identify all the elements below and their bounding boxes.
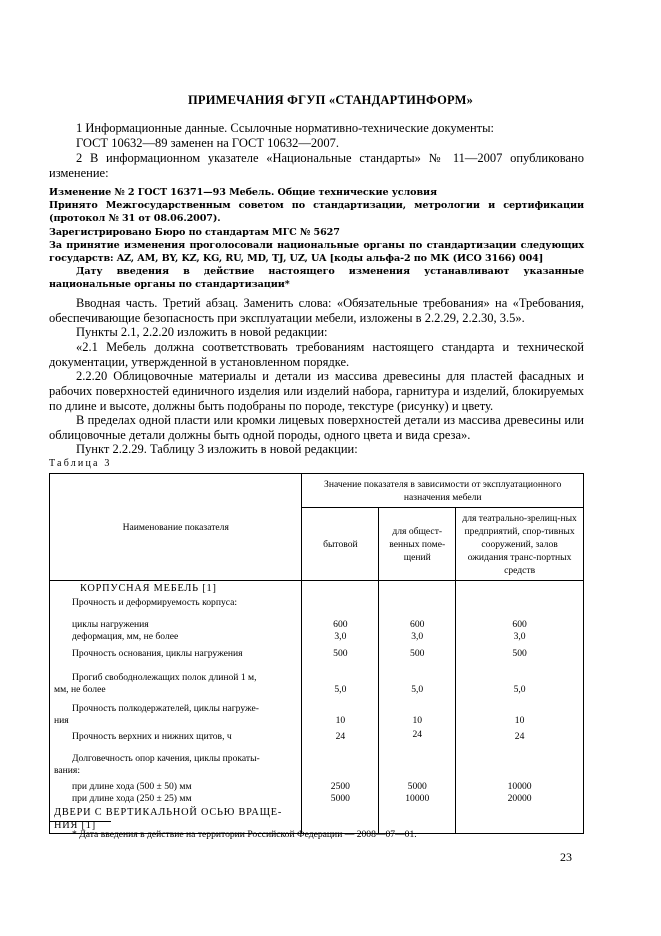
table-3 — [49, 473, 584, 834]
row-strength-deformability: Прочность и деформируемость корпуса: — [50, 597, 302, 619]
clause-2-1: «2.1 Мебель должна соответствовать требованиям настоящего стандарта и технической документации, утвержденной в установленном порядке. — [49, 340, 584, 369]
section-doors-vertical-axis: ДВЕРИ С ВЕРТИКАЛЬНОЙ ОСЬЮ ВРАЩЕ-НИЯ [1] — [50, 806, 302, 834]
note-2: 2 В информационном указателе «Национальные стандарты» № 11—2007 опубликовано изменение: — [49, 151, 584, 180]
cell-value: 600 — [410, 618, 425, 630]
cell-value: 3,0 — [513, 630, 526, 642]
page-number: 23 — [560, 850, 572, 864]
clause-2-2-20-cont: В пределах одной пласти или кромки лицевых поверхностей детали из массива древесины или облицовочные детали должны быть одной породы, одного цвета и вида среза». — [49, 413, 584, 442]
cell-value: 5,0 — [302, 664, 379, 697]
clauses-paragraph: Пункты 2.1, 2.2.20 изложить в новой редакции: — [76, 325, 328, 339]
clause-2-2-29: Пункт 2.2.29. Таблицу 3 изложить в новой редакции: — [76, 442, 358, 456]
amendment-date: Дату введения в действие настоящего изменения устанавливают указанные национальные органы по стандартизации* — [49, 266, 584, 290]
amendment-title: Изменение № 2 ГОСТ 16371—93 Мебель. Общие технические условия — [49, 187, 438, 198]
cell-value: 5000 — [330, 792, 350, 804]
note-1-detail: ГОСТ 10632—89 заменен на ГОСТ 10632—2007. — [76, 136, 339, 150]
row-stroke-250: при длине хода (250 ± 25) мм — [72, 792, 192, 804]
cell-value: 10 — [302, 697, 379, 728]
header-indicator-name: Наименование показателя — [50, 474, 302, 581]
section-cabinet-furniture: КОРПУСНАЯ МЕБЕЛЬ [1] — [50, 581, 302, 597]
row-deformation: деформация, мм, не более — [72, 630, 179, 642]
cell-value: 600 — [512, 618, 527, 630]
row-shelf-deflection-cont: мм, не более — [54, 683, 106, 695]
note-1: 1 Информационные данные. Ссылочные нормативно-технические документы: — [76, 121, 494, 135]
row-rolling-supports: Долговечность опор качения, циклы прокаты- — [72, 752, 260, 764]
row-loading-cycles: циклы нагружения — [72, 618, 149, 630]
row-shelf-deflection: Прогиб свободнолежащих полок длиной 1 м, — [72, 671, 257, 683]
header-public-premises: для общест-венных поме-щений — [379, 508, 456, 581]
cell-value: 10 — [456, 697, 584, 728]
cell-value: 500 — [302, 645, 379, 664]
cell-value: 24 — [302, 728, 379, 747]
cell-value: 10000 — [405, 792, 430, 804]
cell-value: 24 — [379, 728, 456, 747]
cell-value: 10 — [379, 697, 456, 728]
row-stroke-500: при длине хода (500 ± 50) мм — [72, 780, 192, 792]
cell-value: 5,0 — [456, 664, 584, 697]
table-caption: Таблица 3 — [49, 458, 112, 469]
cell-value: 3,0 — [334, 630, 347, 642]
amendment-adopted: Принято Межгосударственным советом по стандартизации, метрологии и сертификации (протокол № 31 от 08.06.2007). — [49, 200, 584, 224]
amendment-voted: За принятие изменения проголосовали национальные органы по стандартизации следующих государств: AZ, AM, BY, KZ, KG, RU, MD, TJ, UZ, UA [коды альфа-2 по МК (ИСО 3166) 004] — [49, 240, 584, 264]
row-top-bottom-panels: Прочность верхних и нижних щитов, ч — [50, 728, 302, 747]
cell-value: 500 — [456, 645, 584, 664]
cell-value: 600 — [333, 618, 348, 630]
header-value-group: Значение показателя в зависимости от эксплуатационного назначения мебели — [302, 474, 584, 508]
cell-value: 3,0 — [411, 630, 424, 642]
cell-value: 20000 — [507, 792, 532, 804]
row-rolling-supports-cont: вания: — [54, 764, 81, 776]
row-shelf-supports: Прочность полкодержателей, циклы нагруже- — [72, 702, 259, 714]
page-heading: ПРИМЕЧАНИЯ ФГУП «СТАНДАРТИНФОРМ» — [187, 93, 474, 107]
cell-value: 24 — [456, 728, 584, 747]
cell-value: 5000 — [407, 780, 427, 792]
intro-paragraph: Вводная часть. Третий абзац. Заменить слова: «Обязательные требования» на «Требования, обеспечивающие безопасность при эксплуатации мебели, изложены в 2.2.29, 2.2.30, 3.5». — [49, 296, 584, 325]
row-shelf-supports-cont: ния — [54, 714, 69, 726]
footnote: * Дата введения в действие на территории Российской Федерации — 2008—07—01. — [72, 829, 417, 840]
cell-value: 10000 — [507, 780, 532, 792]
cell-value: 5,0 — [379, 664, 456, 697]
header-household: бытовой — [302, 508, 379, 581]
clause-2-2-20: 2.2.20 Облицовочные материалы и детали из массива древесины для пластей фасадных и рабочих поверхностей единичного изделия или изделий набора, гарнитура и изделий, блокируемых по длине и высоте, должны быть подобраны по породе, текстуре (рисунку) и цвету. — [49, 369, 584, 413]
footnote-rule — [49, 821, 111, 822]
row-base-strength: Прочность основания, циклы нагружения — [50, 645, 302, 664]
cell-value: 500 — [379, 645, 456, 664]
cell-value: 2500 — [330, 780, 350, 792]
header-theatres-sports-transport: для театрально-зрелищ-ных предприятий, спор-тивных сооружений, залов ожидания транс-портных средств — [456, 508, 584, 581]
amendment-registered: Зарегистрировано Бюро по стандартам МГС № 5627 — [49, 227, 340, 238]
